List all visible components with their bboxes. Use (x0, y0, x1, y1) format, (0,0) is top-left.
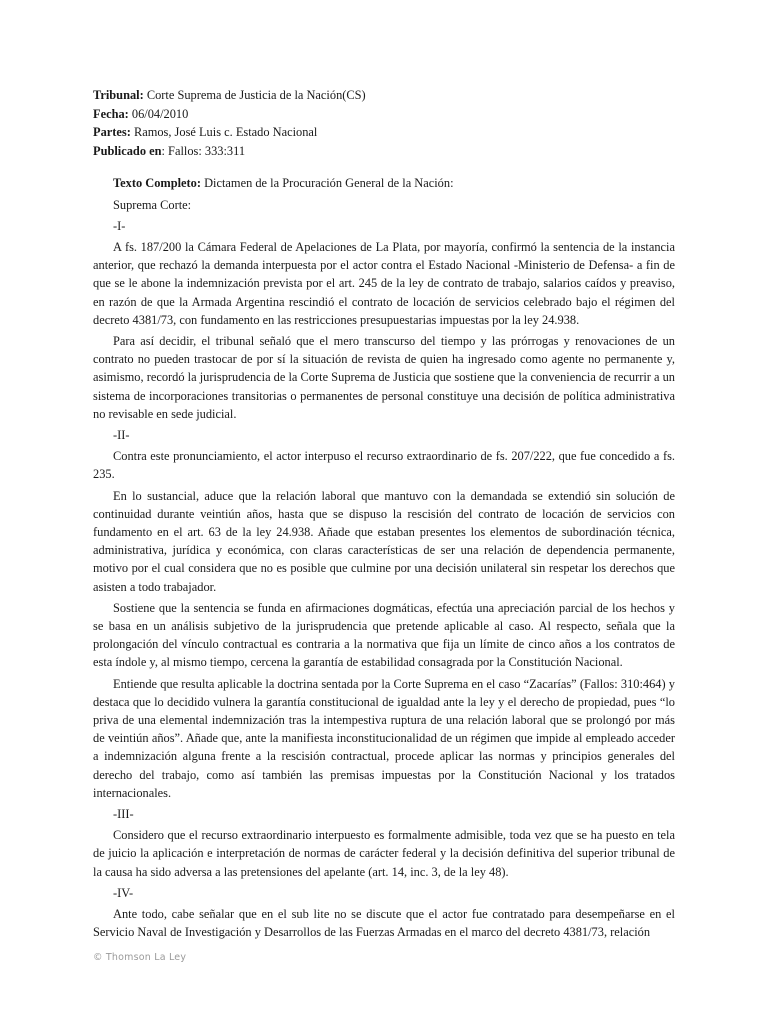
document-page (93, 86, 675, 945)
publicado-value: : Fallos: 333:311 (161, 143, 246, 158)
paragraph-3: Contra este pronunciamiento, el actor interpuso el recurso extraordinario de fs. 207/222, que fue concedido a fs. 235. (93, 449, 675, 482)
fecha-line (93, 105, 675, 124)
tribunal-value: Corte Suprema de Justicia de la Nación(CS) (143, 88, 366, 102)
copyright-footer: © Thomson La Ley (93, 952, 187, 963)
paragraph-8: Ante todo, cabe señalar que en el sub lite no se discute que el actor fue contratado para desempeñarse en el Servicio Naval de Investigación y Desarrollos de las Fuerzas Armadas en el marco del decreto 4381/73, relación (93, 907, 675, 940)
paragraph-7: Considero que el recurso extraordinario interpuesto es formalmente admisible, toda vez que se ha puesto en tela de juicio la aplicación e interpretación de normas de carácter federal y la decisión definitiva del superior tribunal de la causa ha sido adversa a las pretensiones del apelante (art. 14, inc. 3, de la ley 48). (93, 828, 675, 879)
fecha-label: Fecha: (93, 106, 129, 121)
texto-completo-label: Texto Completo: (113, 176, 201, 191)
paragraph-5: Sostiene que la sentencia se funda en afirmaciones dogmáticas, efectúa una apreciación parcial de los hechos y se basa en un análisis subjetivo de la jurisprudencia que pretende aplicable al caso. Al respecto, señala que la prolongación del vínculo contractual es contraria a la normativa que fija un límite de cinco años a los contratos de esta índole y, al mismo tiempo, cercena la garantía de estabilidad consagrada por la Constitución Nacional. (93, 600, 675, 670)
paragraph-4: En lo sustancial, aduce que la relación laboral que mantuvo con la demandada se extendió sin solución de continuidad durante veintiún años, hasta que se dispuso la rescisión del contrato de locación de servicios con fundamento en el art. 63 de la ley 24.938. Añade que estaban presentes los elementos de subordinación técnica, administrativa, jurídica y económica, con claras características de ser una relación de dependencia permanente, motivo por el cual considera que no es posible que culmine por una decisión unilateral sin respetar los derechos que asisten a todo trabajador. (93, 488, 675, 594)
partes-label: Partes: (93, 125, 131, 140)
document-body (93, 174, 675, 941)
fecha-value: 06/04/2010 (128, 106, 189, 121)
salutation: Suprema Corte: (113, 197, 192, 212)
paragraph-6: Entiende que resulta aplicable la doctrina sentada por la Corte Suprema en el caso “Zacarías” (Fallos: 310:464) y destaca que lo decidido vulnera la garantía constitucional de igualdad ante la ley y el derecho de propiedad, pues “lo priva de una elemental indemnización tras la intempestiva ruptura de una relación laboral que se prolongó por más de veintiún años”. Añade que, ante la manifiesta inconstitucionalidad de un régimen que impide al empleado acceder a indemnización alguna frente a la rescisión contractual, procede aplicar las normas y principios generales del derecho del trabajo, como así también las premisas impuestas por la Constitución Nacional y los tratados internacionales. (93, 676, 675, 800)
texto-completo-value: Dictamen de la Procuración General de la Nación: (201, 176, 454, 191)
paragraph-1: A fs. 187/200 la Cámara Federal de Apelaciones de La Plata, por mayoría, confirmó la sentencia de la instancia anterior, que rechazó la demanda interpuesta por el actor contra el Estado Nacional -Ministerio de Defensa- a fin de que se le abone la indemnización prevista por el art. 245 de la ley de contrato de trabajo, salarios caídos y preaviso, en razón de que la Armada Argentina rescindió el contrato de locación de servicios celebrado bajo el régimen del decreto 4381/73, con fundamento en las restricciones presupuestarias impuestas por la ley 24.938. (93, 239, 675, 327)
partes-line (93, 123, 675, 142)
publicado-label: Publicado en (93, 143, 162, 158)
partes-value: Ramos, José Luis c. Estado Nacional (130, 125, 318, 140)
section-heading-4: -IV- (113, 885, 134, 900)
tribunal-line (93, 86, 675, 105)
tribunal-label: Tribunal: (93, 88, 144, 102)
section-heading-3: -III- (113, 807, 134, 822)
texto-completo-line (93, 174, 675, 192)
paragraph-2: Para así decidir, el tribunal señaló que el mero transcurso del tiempo y las prórrogas y renovaciones de un contrato no pueden trastocar de por sí la situación de revista de quien ha ingresado como agente no permanente y, asimismo, recordó la jurisprudencia de la Corte Suprema de Justicia que sostiene que la conveniencia de recurrir a un sistema de incorporaciones transitorias o permanentes de personal constituye una decisión de política administrativa no revisable en sede judicial. (93, 334, 675, 421)
section-heading-1: -I- (113, 218, 126, 233)
section-heading-2: -II- (113, 428, 130, 443)
publicado-line (93, 142, 675, 161)
